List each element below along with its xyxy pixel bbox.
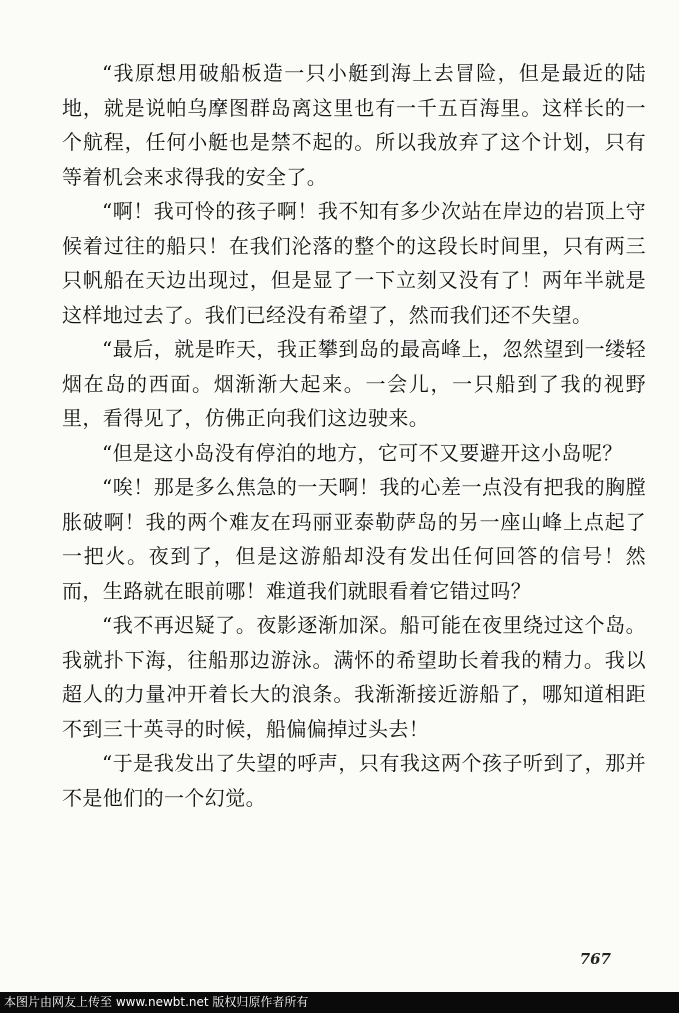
- page-number: 767: [579, 950, 611, 968]
- paragraph-6: “我不再迟疑了。夜影逐渐加深。船可能在夜里绕过这个岛。我就扑下海，往船那边游泳。满怀的希望助长着我的精力。我以超人的力量冲开着长大的浪条。我渐渐接近游船了，哪知道相距不到三十英寻的时候，船偏偏掉过头去！: [62, 613, 646, 741]
- paragraph-4: “但是这小岛没有停泊的地方，它可不又要避开这小岛呢？: [102, 440, 623, 465]
- paragraph-2: “啊！我可怜的孩子啊！我不知有多少次站在岸边的岩顶上守候着过往的船只！在我们沦落的整个的这段长时间里，只有两三只帆船在天边出现过，但是显了一下立刻又没有了！两年半就是这样地过去了。我们已经没有希望了，然而我们还不失望。: [62, 199, 646, 327]
- body-text: [62, 56, 646, 815]
- paragraph-5: “唉！那是多么焦急的一天啊！我的心差一点没有把我的胸膛胀破啊！我的两个难友在玛丽亚泰勒萨岛的另一座山峰上点起了一把火。夜到了，但是这游船却没有发出任何回答的信号！然而，生路就在眼前哪！难道我们就眼看着它错过吗？: [62, 475, 646, 603]
- paragraph-1: “我原想用破船板造一只小艇到海上去冒险，但是最近的陆地，就是说帕乌摩图群岛离这里也有一千五百海里。这样长的一个航程，任何小艇也是禁不起的。所以我放弃了这个计划，只有等着机会来求得我的安全了。: [62, 61, 646, 189]
- watermark-footer: 本图片由网友上传至 www.newbt.net 版权归原作者所有: [0, 992, 679, 1013]
- paragraph-7: “于是我发出了失望的呼声，只有我这两个孩子听到了，那并不是他们的一个幻觉。: [62, 751, 646, 810]
- paragraph-3: “最后，就是昨天，我正攀到岛的最高峰上，忽然望到一缕轻烟在岛的西面。烟渐渐大起来。一会儿，一只船到了我的视野里，看得见了，仿佛正向我们这边驶来。: [62, 337, 646, 430]
